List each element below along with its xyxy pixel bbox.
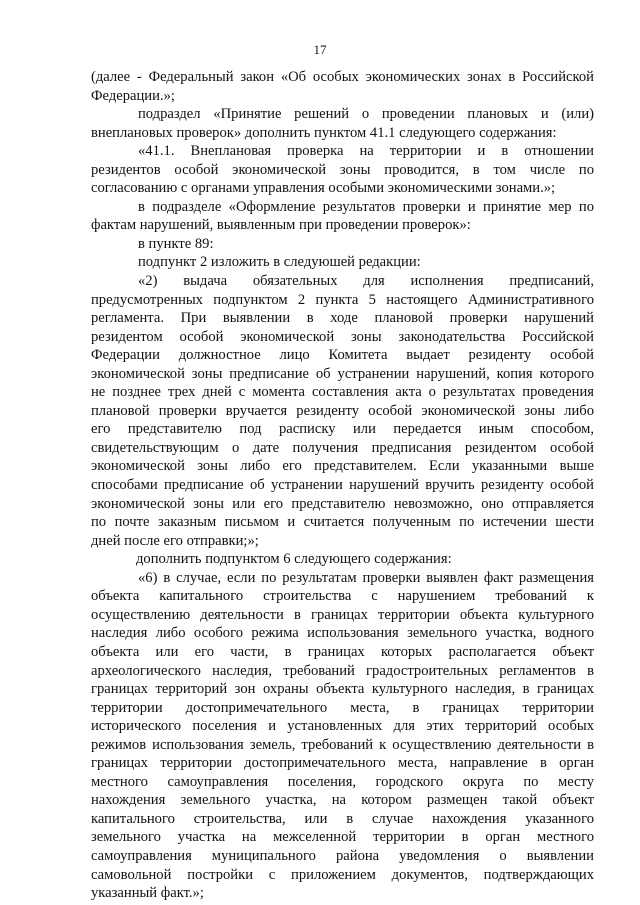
- text-line: объекта или его части, в границах которых располагается объект: [91, 643, 594, 660]
- text-line: границах территорий зон охраны объекта культурного наследия, в границах: [91, 681, 594, 698]
- text-line: свидетельствующим о дате получения предписания резидентом особой: [91, 439, 594, 456]
- text-line: объекта капитального строительства с нарушением требований к: [91, 588, 594, 605]
- text-line: регламента. При выявлении в ходе плановой проверки нарушений: [91, 310, 594, 327]
- text-line: исторического поселения и установленных для этих территорий особых: [91, 718, 594, 735]
- text-line: Федерации.»;: [91, 87, 175, 104]
- text-line: археологического наследия, требований градостроительных регламентов в: [91, 662, 594, 679]
- text-line: «2) выдача обязательных для исполнения предписаний,: [138, 273, 594, 290]
- text-line: способами предписание об устранении нарушений вручить резиденту особой: [91, 477, 594, 494]
- text-line: (далее - Федеральный закон «Об особых экономических зонах в Российской: [91, 69, 594, 85]
- text-line: плановой проверки вручается резиденту особой экономической зоны либо: [91, 402, 594, 419]
- page-number: 17: [313, 42, 327, 57]
- text-line: Федерации должностное лицо Комитета выдает резиденту особой: [91, 347, 594, 364]
- text-line: согласованию с органами управления особыми экономическими зонами.»;: [91, 180, 556, 197]
- text-line: подраздел «Принятие решений о проведении плановых и (или): [138, 106, 594, 123]
- text-line: не позднее трех дней с момента составления акта о результатах проведения: [91, 384, 594, 401]
- text-line: местного самоуправления поселения, городского округа по месту: [91, 773, 594, 790]
- text-line: наследия либо особого режима использования земельного участка, водного: [91, 625, 594, 642]
- text-line: внеплановых проверок» дополнить пунктом 41.1 следующего содержания:: [91, 124, 557, 141]
- text-line: фактам нарушений, выявленным при проведении проверок»:: [91, 217, 471, 234]
- text-line: границах территории достопримечательного места, направление в орган: [91, 755, 594, 772]
- text-line: экономической зоны или его представителю невозможно, оно отправляется: [91, 495, 594, 512]
- text-line: указанный факт.»;: [91, 885, 204, 902]
- text-line: по почте заказным письмом и считается полученным по истечении шести: [91, 514, 594, 531]
- text-line: резидентов особой экономической зоны проводится, в том числе по: [91, 161, 594, 178]
- text-line: территории достопримечательного места, в границах территории: [91, 699, 594, 716]
- text-line: его представителю под расписку или передается иным способом,: [91, 421, 594, 438]
- text-line: в пункте 89:: [138, 235, 214, 252]
- text-line: предусмотренных подпунктом 2 пункта 5 настоящего Административного: [91, 291, 594, 308]
- text-line: «41.1. Внеплановая проверка на территории и в отношении: [138, 143, 594, 160]
- text-line: дней после его отправки;»;: [91, 532, 259, 549]
- text-line: нахождения земельного участка, на котором размещен такой объект: [91, 792, 594, 809]
- document-body: [91, 68, 594, 903]
- text-line: самоуправления муниципального района уведомления о выявлении: [91, 847, 594, 864]
- text-line: дополнить подпунктом 6 следующего содержания:: [136, 551, 452, 568]
- text-line: капитального строительства, или в случае нахождения указанного: [91, 810, 594, 827]
- text-line: подпункт 2 изложить в следуюшей редакции:: [138, 254, 421, 271]
- text-line: в подразделе «Оформление результатов проверки и принятие мер по: [138, 198, 594, 215]
- text-line: режимов использования земель, требований к осуществлению деятельности в: [91, 736, 594, 753]
- text-line: резидентом особой экономической зоны законодательства Российской: [91, 328, 594, 345]
- text-line: самовольной постройки с приложением документов, подтверждающих: [91, 866, 594, 883]
- text-line: осуществлению деятельности в границах территории объекта культурного: [91, 606, 594, 623]
- text-line: земельного участка на межселенной территории в орган местного: [91, 829, 594, 846]
- text-line: экономической зоны либо его представителем. Если указанными выше: [91, 458, 594, 475]
- text-line: «6) в случае, если по результатам проверки выявлен факт размещения: [138, 569, 594, 586]
- text-line: экономической зоны предписание об устранении нарушений, копия которого: [91, 365, 594, 382]
